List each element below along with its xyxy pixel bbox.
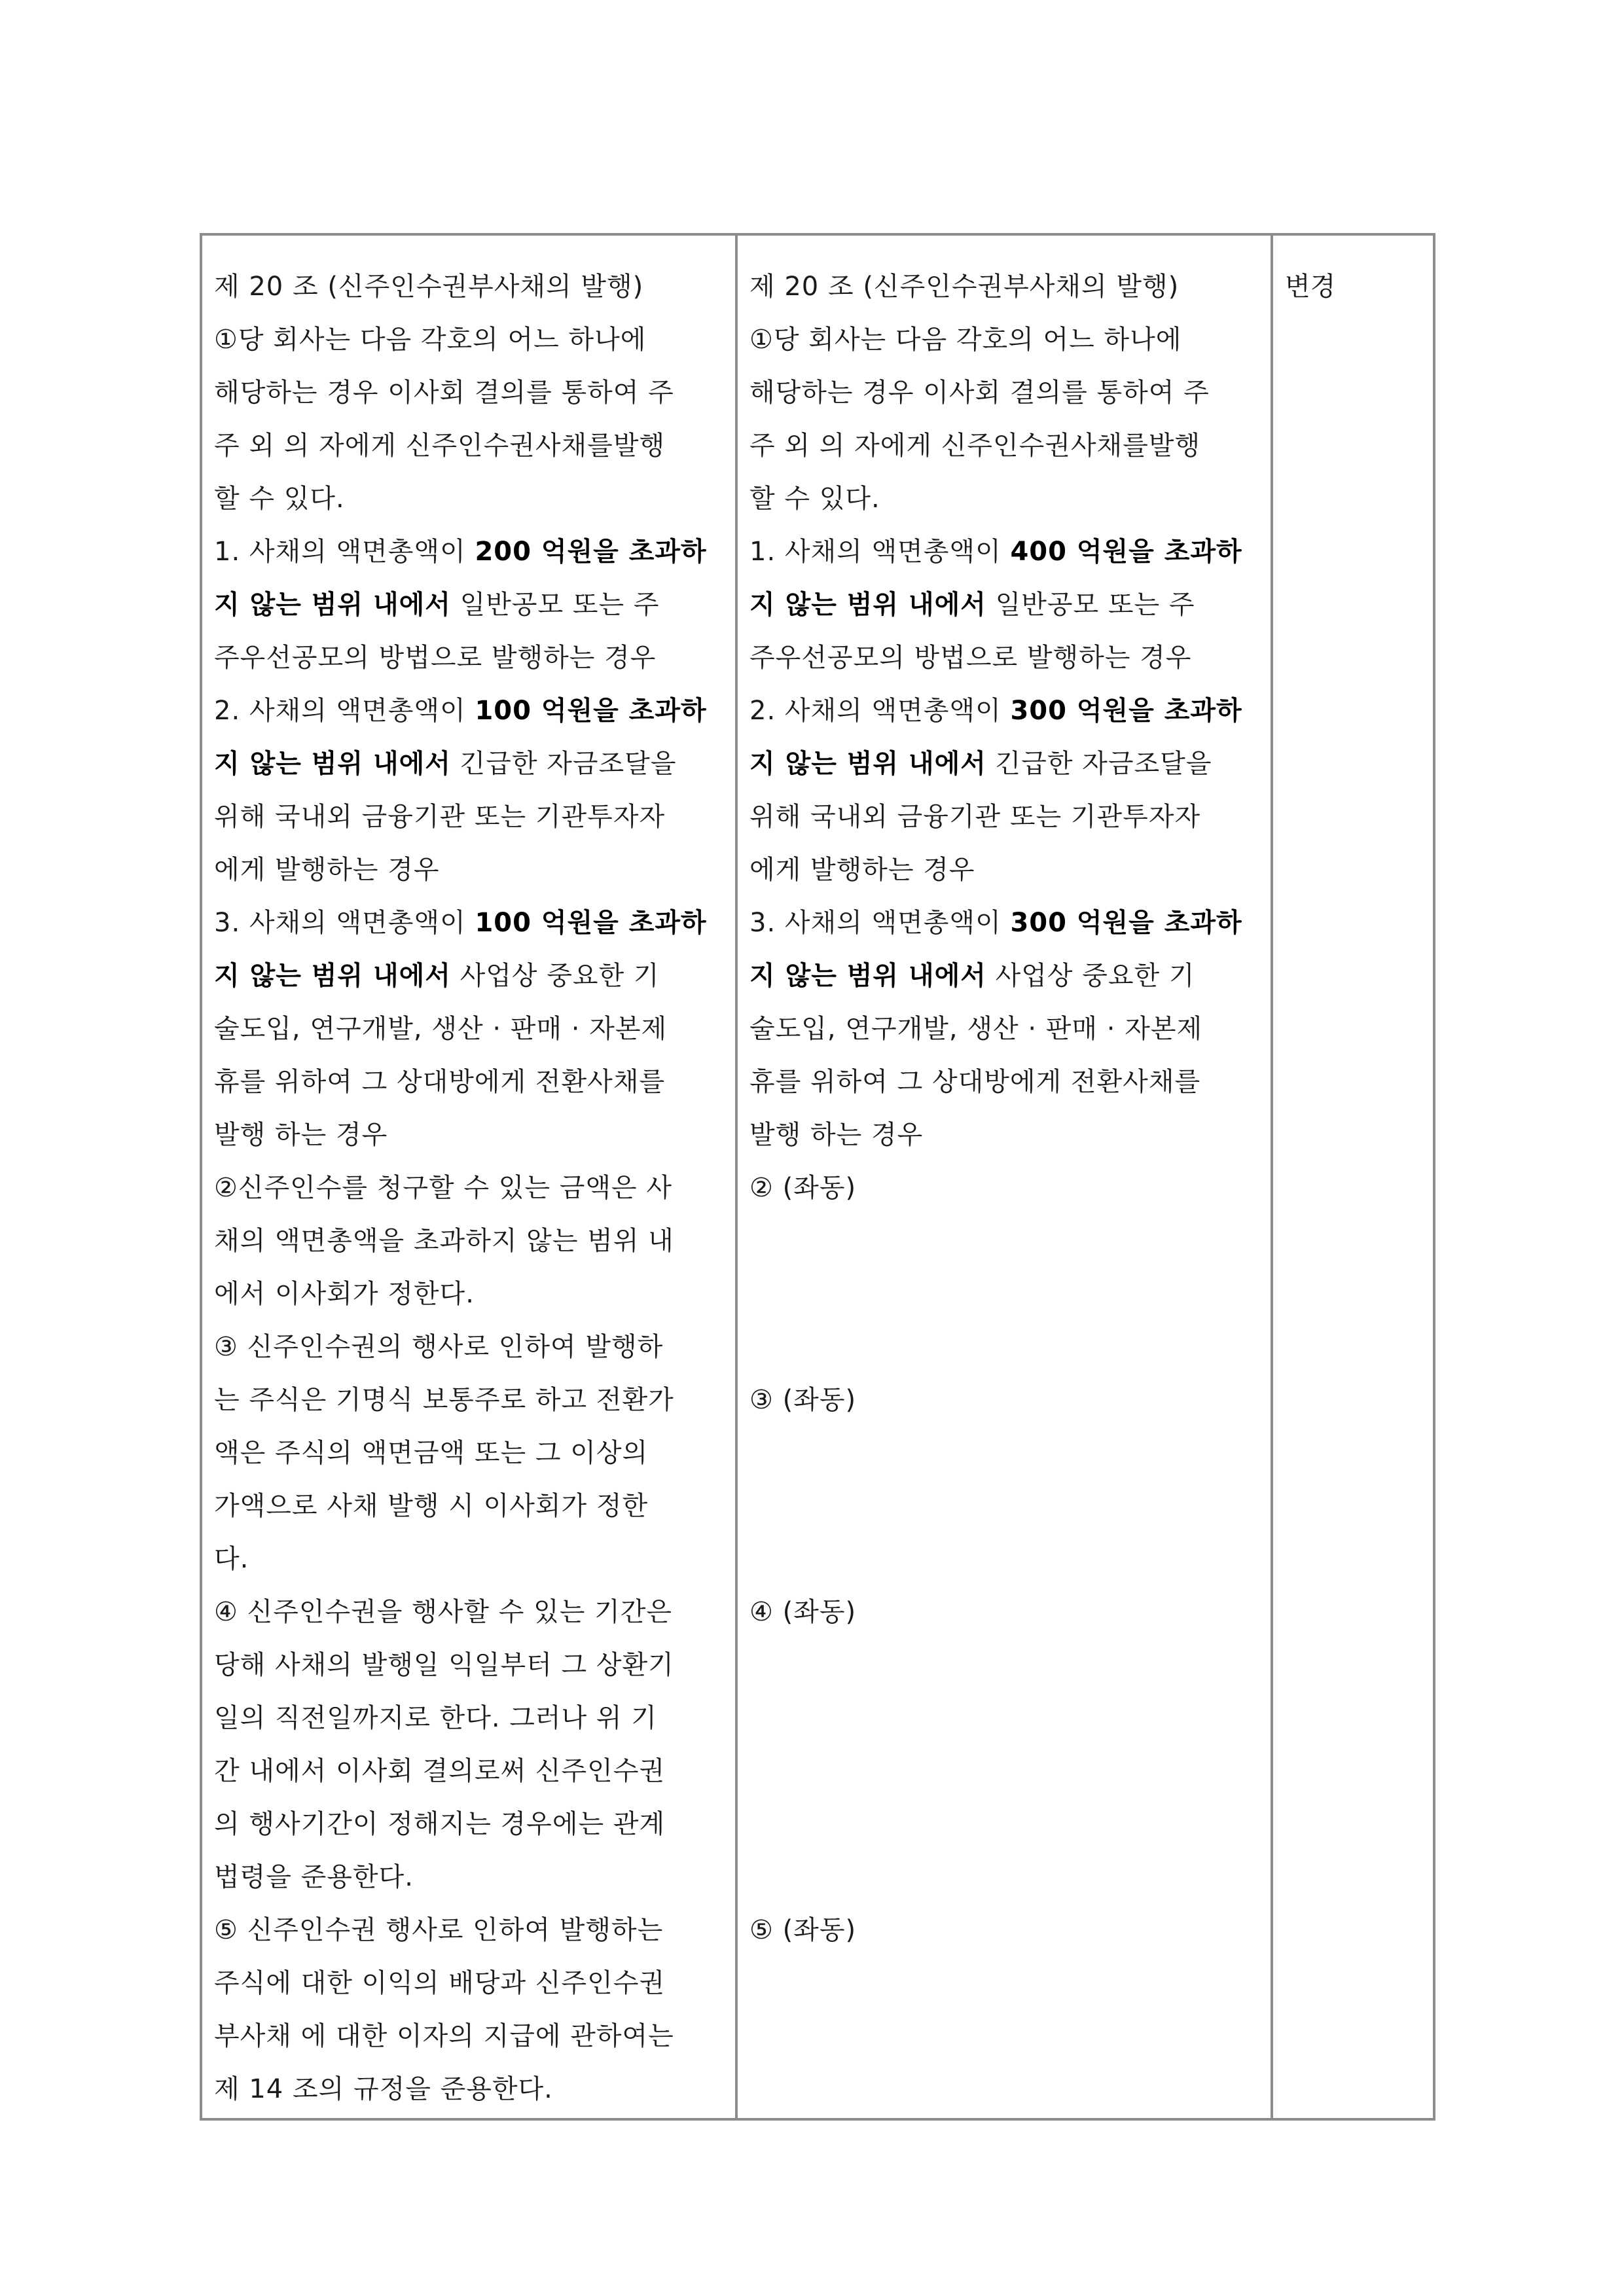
item-2-line: 2. 사채의 액면총액이 100 억원을 초과하	[214, 696, 707, 726]
clause-2-line: ②신주인수를 청구할 수 있는 금액은 사	[214, 1173, 673, 1203]
spacer	[749, 1692, 1259, 1745]
clause-2-line: 채의 액면총액을 초과하지 않는 범위 내	[214, 1226, 674, 1256]
item-1-line: 지 않는 범위 내에서 일반공모 또는 주	[214, 590, 660, 620]
clause-5-line: 주식에 대한 이익의 배당과 신주인수권	[214, 1968, 666, 1998]
item-3-line: 지 않는 범위 내에서 사업상 중요한 기	[749, 961, 1195, 991]
clause-3-line: ③ 신주인수권의 행사로 인하여 발행하	[214, 1332, 664, 1362]
item-2-line: 위해 국내외 금융기관 또는 기관투자자	[749, 802, 1201, 832]
clause-3-same: ③ (좌동)	[749, 1385, 857, 1415]
article-title: 제 20 조 (신주인수권부사채의 발행)	[214, 272, 644, 302]
text-line: ①당 회사는 다음 각호의 어느 하나에	[749, 325, 1182, 355]
amendment-comparison-table	[200, 233, 1435, 2121]
text-line: 해당하는 경우 이사회 결의를 통하여 주	[214, 378, 674, 408]
text-line: 주 외 의 자에게 신주인수권사채를발행	[749, 431, 1201, 461]
spacer	[749, 1639, 1259, 1692]
item-2-line: 2. 사채의 액면총액이 300 억원을 초과하	[749, 696, 1242, 726]
clause-5-line: 제 14 조의 규정을 준용한다.	[214, 2074, 553, 2104]
item-1-line: 주우선공모의 방법으로 발행하는 경우	[214, 643, 657, 673]
item-3-line: 휴를 위하여 그 상대방에게 전환사채를	[214, 1067, 666, 1097]
item-3-line: 3. 사채의 액면총액이 300 억원을 초과하	[749, 908, 1242, 938]
spacer	[749, 1851, 1259, 1904]
clause-4-same: ④ (좌동)	[749, 1597, 857, 1627]
item-3-line: 발행 하는 경우	[214, 1120, 388, 1150]
item-1-line: 지 않는 범위 내에서 일반공모 또는 주	[749, 590, 1195, 620]
item-3-line: 3. 사채의 액면총액이 100 억원을 초과하	[214, 908, 707, 938]
item-2-line: 지 않는 범위 내에서 긴급한 자금조달을	[749, 749, 1212, 779]
article-title: 제 20 조 (신주인수권부사채의 발행)	[749, 272, 1180, 302]
clause-4-line: 일의 직전일까지로 한다. 그러나 위 기	[214, 1703, 657, 1733]
item-2-line: 에게 발행하는 경우	[214, 855, 440, 885]
item-2-line: 위해 국내외 금융기관 또는 기관투자자	[214, 802, 666, 832]
spacer	[749, 1480, 1259, 1533]
item-3-line: 술도입, 연구개발, 생산 · 판매 · 자본제	[214, 1014, 668, 1044]
item-1-line: 주우선공모의 방법으로 발행하는 경우	[749, 643, 1192, 673]
text-line: 해당하는 경우 이사회 결의를 통하여 주	[749, 378, 1210, 408]
item-3-line: 발행 하는 경우	[749, 1120, 924, 1150]
clause-4-line: 당해 사채의 발행일 익일부터 그 상환기	[214, 1650, 674, 1680]
clause-4-line: 법령을 준용한다.	[214, 1862, 414, 1892]
clause-4-line: 간 내에서 이사회 결의로써 신주인수권	[214, 1756, 666, 1786]
clause-3-line: 는 주식은 기명식 보통주로 하고 전환가	[214, 1385, 674, 1415]
clause-3-line: 다.	[214, 1544, 249, 1574]
text-line: ①당 회사는 다음 각호의 어느 하나에	[214, 325, 647, 355]
clause-2-line: 에서 이사회가 정한다.	[214, 1279, 475, 1309]
spacer	[749, 1798, 1259, 1851]
spacer	[749, 1321, 1259, 1374]
clause-5-line: ⑤ 신주인수권 행사로 인하여 발행하는	[214, 1915, 664, 1945]
item-2-line: 에게 발행하는 경우	[749, 855, 975, 885]
item-3-line: 술도입, 연구개발, 생산 · 판매 · 자본제	[749, 1014, 1203, 1044]
text-line: 할 수 있다.	[214, 484, 345, 514]
clause-5-line: 부사채 에 대한 이자의 지급에 관하여는	[214, 2021, 674, 2051]
column-before	[202, 236, 738, 2118]
item-1-line: 1. 사채의 액면총액이 200 억원을 초과하	[214, 537, 707, 567]
spacer	[749, 1745, 1259, 1798]
clause-5-same: ⑤ (좌동)	[749, 1915, 857, 1945]
item-3-line: 지 않는 범위 내에서 사업상 중요한 기	[214, 961, 660, 991]
clause-3-line: 액은 주식의 액면금액 또는 그 이상의	[214, 1438, 649, 1468]
clause-3-line: 가액으로 사채 발행 시 이사회가 정한	[214, 1491, 649, 1521]
clause-4-line: ④ 신주인수권을 행사할 수 있는 기간은	[214, 1597, 673, 1627]
spacer	[749, 1427, 1259, 1480]
spacer	[749, 1533, 1259, 1586]
change-note: 변경	[1285, 272, 1336, 302]
column-after	[738, 236, 1273, 2118]
text-line: 할 수 있다.	[749, 484, 880, 514]
column-note	[1273, 236, 1433, 2118]
item-1-line: 1. 사채의 액면총액이 400 억원을 초과하	[749, 537, 1242, 567]
spacer	[749, 1268, 1259, 1321]
clause-2-same: ② (좌동)	[749, 1173, 857, 1203]
spacer	[749, 1215, 1259, 1268]
item-3-line: 휴를 위하여 그 상대방에게 전환사채를	[749, 1067, 1201, 1097]
item-2-line: 지 않는 범위 내에서 긴급한 자금조달을	[214, 749, 677, 779]
clause-4-line: 의 행사기간이 정해지는 경우에는 관계	[214, 1809, 666, 1839]
text-line: 주 외 의 자에게 신주인수권사채를발행	[214, 431, 666, 461]
